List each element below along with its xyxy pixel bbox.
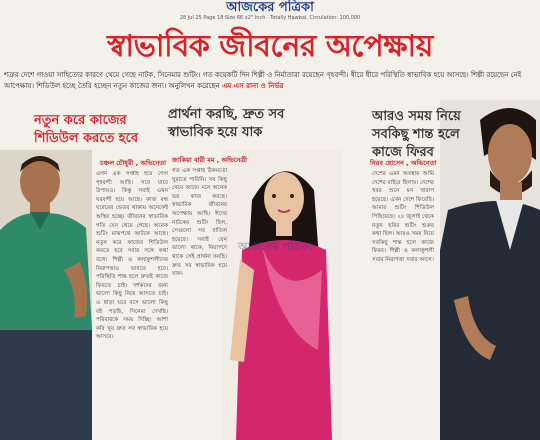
photo-chanchal [0, 150, 92, 440]
headline-line: আরও সময় নিয়ে [372, 109, 461, 124]
headline-line: সবকিছু শান্ত হলে [372, 127, 460, 142]
column-2-headline [168, 106, 348, 142]
headline-line: নতুন করে কাজের [34, 113, 127, 128]
headline-line: শিডিউল করতে হবে [34, 131, 139, 146]
edition-meta: 28 Jul 25 Page 18 Size 66 x2" Inch · Totally Hawbal, Circulation: 100,000 [179, 15, 361, 21]
newspaper-name: আজকের পত্রিকা [226, 0, 314, 15]
actress-photo-middle [222, 150, 342, 440]
column-1-body: এখন এক সপ্তাহ হয়ে গেল গৃহবন্দী আছি। সবে যাবে উপায়ও। কিন্তু সবাই এখন ঘরবন্দী হয়ে আছে। কাজ বন্ধ ঘরেরের ভেতর থাকায় অনেকেই অস্থির হচ্ছে। জীবনের স্বাভাবিক গতি যেন থেমে গেছে। অনেক শুটিং মাঝপথে আটকে আছে। নতুন করে কাজের শিডিউল করতে হবে সবার সঙ্গে কথা বলে। শিল্পী ও কলাকুশলীদের নিরাপত্তাও ভাবতে হবে। পরিস্থিতি শান্ত হলে দ্রুতই কাজে ফিরতে চাই। দর্শকদের জন্য ভালো কিছু নিয়ে আসতে চাই। এ ছাড়া ঘরে বসে ভালো কিছু বই পড়ছি, সিনেমা দেখছি। পরিবারকে সময় দিচ্ছি। আশা করি খুব দ্রুত সব স্বাভাবিক হয়ে আসবে। [96, 171, 168, 341]
column-3-byline: নিরব হোসেন , অভিনেতা [370, 159, 437, 167]
column-3-body: দেশের এমন অবস্থায় আমি দেশের বাইরে ছিলাম। দেশের খবর শুনে মন খারাপ হয়েছে। এখন দেশে ফিরেছি। আমার শুটিং শিডিউল পিছিয়েছে। ২৮ জুলাই থেকে নতুন ছবির শুটিং শুরুর কথা ছিল। আরও সময় নিয়ে সবকিছু শান্ত হলে কাজে ফিরব। শিল্পী ও কলাকুশলী সবার নিরাপত্তা সবার আগে। [372, 171, 434, 263]
actor-photo-left [0, 150, 92, 440]
column-2-byline: জাকিয়া বারী মম , অভিনেত্রী [172, 156, 247, 164]
column-2-body: গত এক সপ্তাহ ঠিকমতো ঘুমাতে পারিনি। সব কিছু থেমে আছে। মনে অনেক ভয় কাজ করছে। স্বাভাবিক জীবনের অপেক্ষায় আছি। ঈদের নাটকের শুটিং ছিল, সেগুলো সব বাতিল হয়েছে। সবাই যেন ভালো থাকে, নিরাপদে থাকে সেই প্রার্থনা করছি। দ্রুত সব স্বাভাবিক হয়ে যাক। [172, 168, 227, 278]
headline-line: কাজে ফিরব [372, 145, 434, 160]
photo-mamo [222, 150, 342, 440]
column-1-byline: চঞ্চল চৌধুরী , অভিনেতা [100, 159, 166, 167]
column-3-headline [372, 108, 490, 162]
watermark: আজকের পত্রিকা [238, 240, 313, 253]
headline-line: প্রার্থনা করছি, দ্রুত সব [168, 107, 285, 122]
headline-line: স্বাভাবিক হয়ে যাক [168, 125, 263, 140]
page-headline: স্বাভাবিক জীবনের অপেক্ষায় [107, 29, 433, 64]
lede-paragraph [4, 70, 536, 94]
masthead [0, 0, 540, 26]
lede-text: শত্রুর দেশে গাওয়া সাহিত্যের কারণে থেমে গেছে নাটক, সিনেমার শুটিং। গত কয়েকটি দিন শিল্পী ও নির্মাতারা রয়েছেন গৃহবন্দী। ধীরে ধীরে পরিস্থিতি স্বাভাবিক হয়ে আসছে। শিল্পী রয়েছেন নেই আপেক্ষায়। শিডিউল হচ্ছে তৈরি হচ্ছেন নতুন কাজের জন্য। অনুলিখন করেছেন [4, 71, 522, 90]
lede-author: এম এস রানা ও নির্ভর [222, 82, 284, 90]
